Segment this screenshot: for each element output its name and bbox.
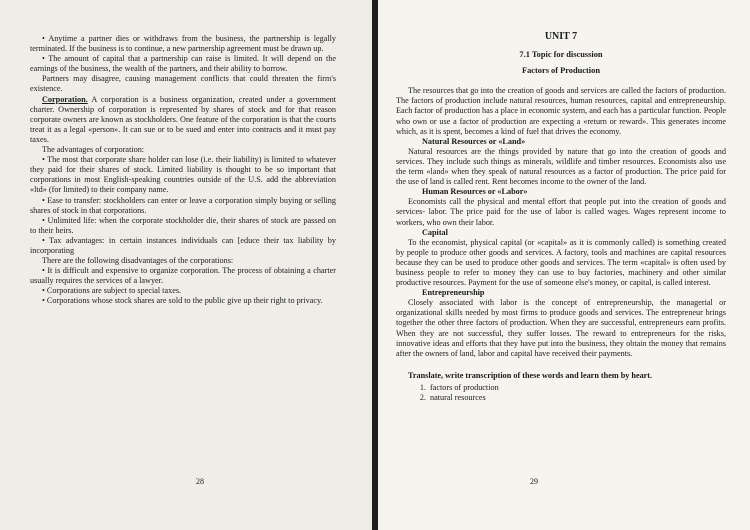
left-page bbox=[0, 0, 372, 530]
subtopic-title: Factors of Production bbox=[521, 66, 600, 76]
left-page-text bbox=[30, 34, 336, 307]
topic-title: 7.1 Topic for discussion bbox=[519, 50, 603, 60]
section-heading: Entrepreneurship bbox=[422, 288, 485, 298]
corporation-paragraph bbox=[30, 95, 336, 145]
paragraph: • Ease to transfer: stockholders can enter or leave a corporation simply buying or selling shares of stock in that corporations. bbox=[30, 195, 336, 215]
section-text: To the economist, physical capital (or «capital» as it is commonly called) is something created by people to produce other goods and services. A factory, tools and machines are capital resources because they can be used to produce other goods and services. The term «capital» is often used by business people to refer to money they can use to buy factories, machinery and other similar productive resources. Payment for the use of someone else's money, or capital, is called interest. bbox=[396, 237, 726, 288]
page-number: 29 bbox=[530, 477, 538, 486]
right-page bbox=[378, 0, 750, 530]
corporation-term: Corporation. bbox=[42, 94, 88, 104]
paragraph: • Unlimited life: when the corporate stockholder die, their shares of stock are passed on to their heirs. bbox=[30, 215, 336, 235]
task-instruction: Translate, write transcription of these words and learn them by heart. bbox=[408, 370, 653, 380]
intro-paragraph: The resources that go into the creation of goods and services are called the factors of production. The factors of production include natural resources, human resources, capital and entrepreneurship. Each factor of production has a place in economic system, and each has a particular function. People who own or use a factor of production are expecting a «return or reward». This generates income which, as it is spent, becomes a kind of fuel that drives the economy. bbox=[396, 86, 726, 136]
paragraph: There are the following disadvantages of the corporations: bbox=[42, 256, 234, 266]
paragraph: • The most that corporate share holder can lose (i.e. their liability) is limited to whatever they paid for their shares of stock. Limited liability is thought to be so important that corporations in most English-speaking countries outside of the U.S. add the abbreviation «ltd» (for limited) to their company name. bbox=[30, 155, 336, 195]
paragraph: • Tax advantages: in certain instances individuals can [educe their tax liability by incorporating bbox=[30, 235, 336, 255]
paragraph: Partners may disagree, causing management conflicts that could threaten the firm's existence. bbox=[30, 74, 336, 94]
paragraph: The advantages of corporation: bbox=[42, 145, 145, 155]
paragraph: • Corporations are subject to special taxes. bbox=[42, 286, 182, 296]
unit-title: UNIT 7 bbox=[544, 31, 578, 42]
section-heading: Human Resources or «Labor» bbox=[422, 187, 528, 197]
paragraph: • Anytime a partner dies or withdraws from the business, the partnership is legally terminated. If the business is to continue, a new partnership agreement must be drawn up. bbox=[30, 34, 336, 54]
paragraph: • It is difficult and expensive to organize corporation. The process of obtaining a charter usually requires the services of a lawyer. bbox=[30, 266, 336, 286]
paragraph: • Corporations whose stock shares are sold to the public give up their right to privacy. bbox=[42, 296, 323, 306]
page-number: 28 bbox=[196, 477, 204, 486]
section-text: Closely associated with labor is the concept of entrepreneurship, the managerial or organizational skills needed by most firms to produce goods and services. The entrepreneur brings together the other three factors of production. When they are successful, entrepreneurs earn profits. When they are not successful, they suffer losses. The reward to entrepreneurs for the risks, innovative ideas and efforts that they have put into the business, they obtain the money that remains after the owners of land, labor and capital have received their payments. bbox=[396, 298, 726, 358]
right-page-text bbox=[396, 32, 726, 403]
section-text: Economists call the physical and mental effort that people put into the creation of goods and services- labor. The price paid for the use of labor is called wages. Wages represent income to workers, who own their labor. bbox=[396, 197, 726, 227]
paragraph: • The amount of capital that a partnership can raise is limited. It will depend on the earnings of the business, the wealth of the partners, and their ability to borrow. bbox=[30, 54, 336, 74]
list-item: 2. natural resources bbox=[428, 393, 726, 403]
section-heading: Capital bbox=[422, 227, 448, 237]
corporation-text: A corporation is a business organization, created under a government charter. Ownership of corporation is represented by shares of stock and for that reason corporate owners are known as stockholders. One feature of the corporation is that the courts treat it as a legal «person». It can sue or to be sued and enter into contracts and it must pay taxes. bbox=[30, 94, 336, 144]
section-text: Natural resources are the things provided by nature that go into the creation of goods and services. They include such things as minerals, wildlife and timber resources. Economists also use the term «land» when they speak of natural resources as a factor of production. The price paid for the use of land is called rent. Rent becomes income to the owner of the land. bbox=[396, 146, 726, 187]
list-item: 1. factors of production bbox=[428, 383, 726, 393]
section-heading: Natural Resources or «Land» bbox=[422, 136, 526, 146]
vocabulary-list bbox=[396, 383, 726, 403]
